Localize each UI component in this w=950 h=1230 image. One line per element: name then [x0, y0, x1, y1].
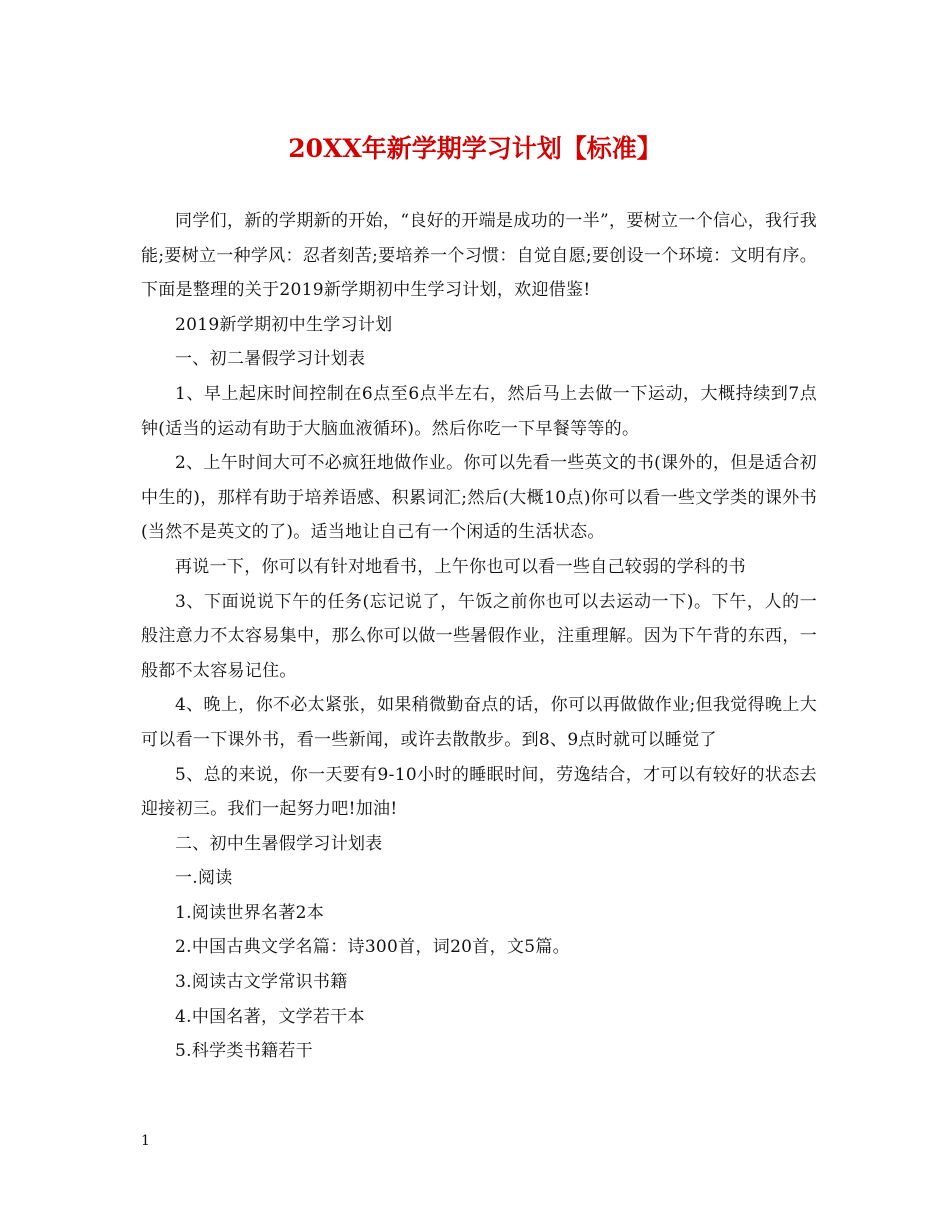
page-title: 20XX年新学期学习计划【标准】 — [288, 134, 662, 163]
paragraph-item-4: 4、晚上，你不必太紧张，如果稍微勤奋点的话，你可以再做做作业;但我觉得晚上大可以看一下课外书，看一些新闻，或许去散散步。到8、9点时就可以睡觉了 — [141, 695, 817, 750]
list-item: 2.中国古典文学名篇：诗300首，词20首，文5篇。 — [175, 937, 570, 958]
paragraph-intro: 同学们，新的学期新的开始，“良好的开端是成功的一半”，要树立一个信心，我行我能;要树立一种学风：忍者刻苦;要培养一个习惯：自觉自愿;要创设一个环境：文明有序。下面是整理的关于2019新学期初中生学习计划，欢迎借鉴! — [141, 211, 817, 301]
paragraph-note: 再说一下，你可以有针对地看书，上午你也可以看一些自己较弱的学科的书 — [175, 556, 746, 577]
list-item: 4.中国名著，文学若干本 — [175, 1006, 365, 1027]
paragraph-item-2: 2、上午时间大可不必疯狂地做作业。你可以先看一些英文的书(课外的，但是适合初中生的)，那样有助于培养语感、积累词汇;然后(大概10点)你可以看一些文学类的课外书(当然不是英文的了)。适当地让自己有一个闲适的生活状态。 — [141, 453, 817, 543]
list-item: 3.阅读古文学常识书籍 — [175, 972, 348, 993]
page-number: 1 — [141, 1133, 150, 1149]
paragraph-item-1: 1、早上起床时间控制在6点至6点半左右，然后马上去做一下运动，大概持续到7点钟(适当的运动有助于大脑血液循环)。然后你吃一下早餐等等的。 — [141, 383, 817, 439]
section-heading-2: 二、初中生暑假学习计划表 — [175, 833, 383, 854]
list-item: 1.阅读世界名著2本 — [175, 902, 325, 923]
paragraph-plan-heading: 2019新学期初中生学习计划 — [175, 314, 393, 335]
paragraph-item-3: 3、下面说说下午的任务(忘记说了，午饭之前你也可以去运动一下)。下午，人的一般注意力不太容易集中，那么你可以做一些暑假作业，注重理解。因为下午背的东西，一般都不太容易记住。 — [141, 591, 817, 681]
paragraph-item-5: 5、总的来说，你一天要有9-10小时的睡眠时间，劳逸结合，才可以有较好的状态去迎接初三。我们一起努力吧!加油! — [141, 764, 817, 820]
document-body — [141, 204, 817, 1069]
list-item: 5.科学类书籍若干 — [175, 1041, 313, 1062]
section-heading-1: 一、初二暑假学习计划表 — [175, 349, 366, 370]
subsection-heading-reading: 一.阅读 — [175, 868, 233, 889]
